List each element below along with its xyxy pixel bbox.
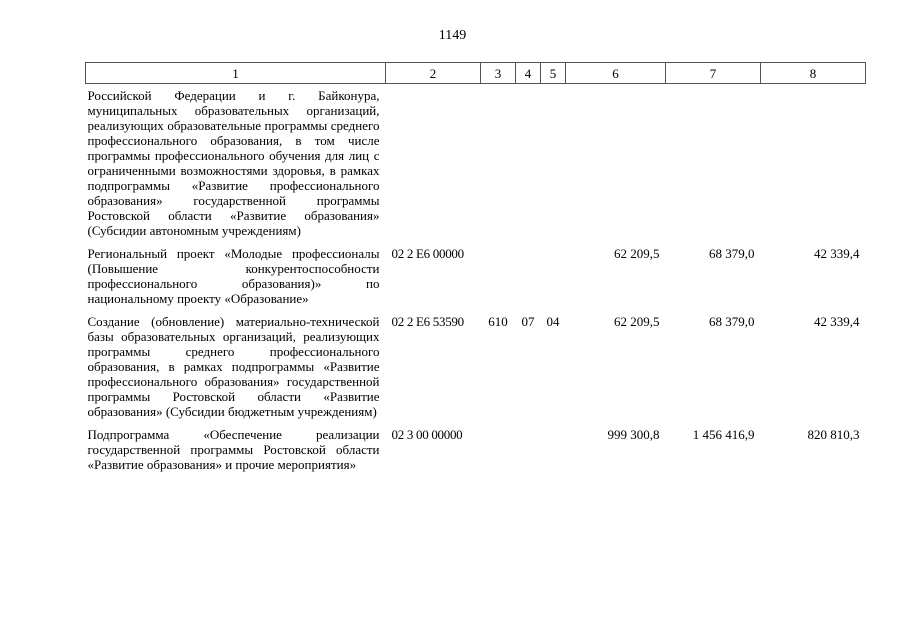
row-code: 02 3 00 00000 (391, 427, 463, 442)
row-description: Подпрограмма «Обеспечение реализации государственной программы Ростовской области «Развитие образования» и прочие мероприятия» (87, 427, 380, 472)
row-value-6: 62 209,5 (614, 246, 660, 261)
row-value-7: 1 456 416,9 (692, 427, 755, 442)
row-description: Российской Федерации и г. Байконура, муниципальных образовательных организаций, реализующих образовательные программы среднего профессионального образования, в том числе программы профессионального обучения для лиц с ограниченными возможностями здоровья, в рамках подпрограммы «Развитие профессионального образования» государственной программы Ростовской области «Развитие образования» (Субсидии автономным учреждениям) (87, 88, 380, 238)
row-col5 (541, 238, 566, 306)
row-code: 02 2 E6 53590 (391, 314, 464, 329)
table-header-row (86, 63, 866, 84)
row-code (386, 84, 481, 239)
row-value-6 (566, 84, 666, 239)
row-col4 (516, 84, 541, 239)
row-value-8: 42 339,4 (814, 246, 860, 261)
row-col3 (481, 419, 516, 472)
row-value-8: 42 339,4 (814, 314, 860, 329)
row-col4: 07 (521, 314, 535, 329)
column-header: 8 (761, 63, 866, 84)
column-header: 7 (666, 63, 761, 84)
table-row (86, 306, 866, 419)
table-row (86, 84, 866, 239)
table-row (86, 238, 866, 306)
row-value-7 (666, 84, 761, 239)
column-header: 5 (541, 63, 566, 84)
row-col3 (481, 84, 516, 239)
column-header: 2 (386, 63, 481, 84)
row-value-6: 62 209,5 (614, 314, 660, 329)
row-col5 (541, 419, 566, 472)
row-description: Создание (обновление) материально-технической базы образовательных организаций, реализующих программы среднего профессионального образования, в рамках подпрограммы «Развитие профессионального образования» государственной программы Ростовской области «Развитие образования» (Субсидии бюджетным учреждениям) (87, 314, 380, 419)
row-value-8 (761, 84, 866, 239)
row-col3: 610 (488, 314, 508, 329)
page-number: 1149 (438, 28, 467, 43)
row-value-7: 68 379,0 (709, 246, 755, 261)
row-col4 (516, 238, 541, 306)
column-header: 6 (566, 63, 666, 84)
budget-table (85, 62, 866, 472)
column-header: 1 (86, 63, 386, 84)
table-row (86, 419, 866, 472)
column-header: 4 (516, 63, 541, 84)
row-value-8: 820 810,3 (807, 427, 860, 442)
row-value-6: 999 300,8 (607, 427, 660, 442)
row-col5 (541, 84, 566, 239)
row-code: 02 2 E6 00000 (391, 246, 464, 261)
row-col3 (481, 238, 516, 306)
row-description: Региональный проект «Молодые профессионалы (Повышение конкурентоспособности профессионального образования)» по национальному проекту «Образование» (87, 246, 380, 306)
row-col4 (516, 419, 541, 472)
column-header: 3 (481, 63, 516, 84)
row-value-7: 68 379,0 (709, 314, 755, 329)
row-col5: 04 (546, 314, 560, 329)
